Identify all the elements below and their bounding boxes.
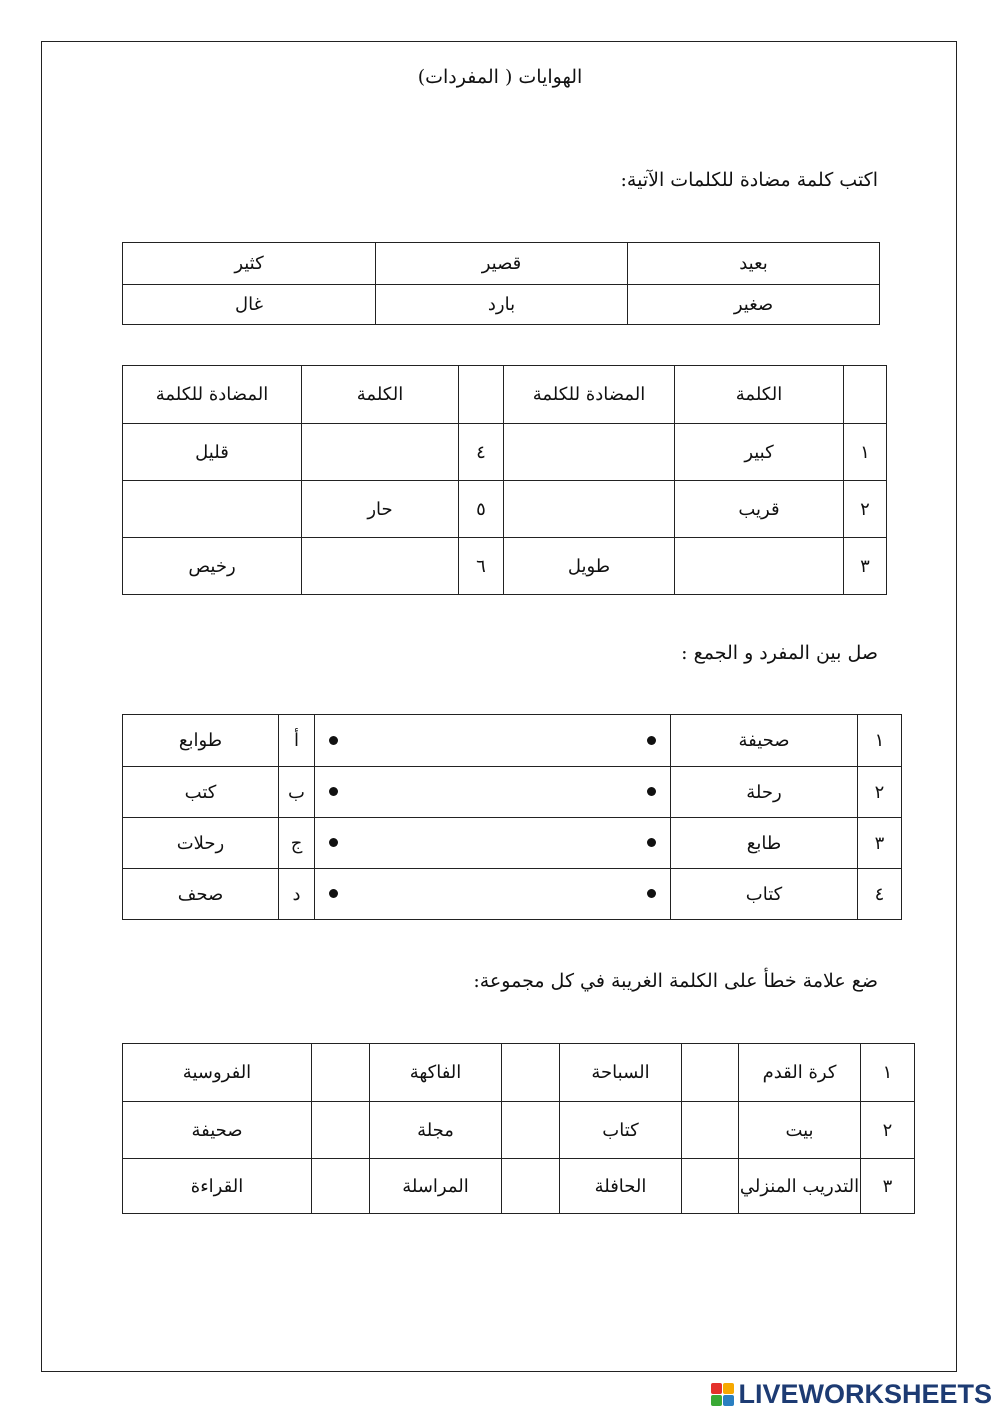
singular-word: رحلة <box>671 767 858 818</box>
word-bank-table <box>122 242 880 325</box>
option-letter: ج <box>279 818 315 869</box>
antonym-answer-cell[interactable]: رخيص <box>123 538 302 595</box>
group-word: الحافلة <box>560 1159 682 1214</box>
antonym-answer-cell[interactable] <box>504 481 675 538</box>
plural-word: طوابع <box>123 715 279 767</box>
antonym-answer-cell[interactable] <box>123 481 302 538</box>
row-number: ٤ <box>858 869 902 920</box>
brand-name: LIVEWORKSHEETS <box>738 1378 992 1409</box>
word-cell[interactable] <box>675 538 844 595</box>
connect-dot-right[interactable] <box>647 838 656 847</box>
option-letter: أ <box>279 715 315 767</box>
connect-dot-right[interactable] <box>647 736 656 745</box>
logo-mark-icon <box>711 1383 734 1406</box>
row-number: ١ <box>858 715 902 767</box>
connect-dot-right[interactable] <box>647 787 656 796</box>
header-cell-empty <box>459 366 504 424</box>
connect-dot-right[interactable] <box>647 889 656 898</box>
row-number: ٦ <box>459 538 504 595</box>
header-cell-empty <box>844 366 887 424</box>
word-bank-cell: غال <box>123 285 376 325</box>
word-cell[interactable]: قريب <box>675 481 844 538</box>
plural-word: كتب <box>123 767 279 818</box>
header-antonym: المضادة للكلمة <box>123 366 302 424</box>
connect-dot-left[interactable] <box>329 736 338 745</box>
antonym-answer-cell[interactable]: طويل <box>504 538 675 595</box>
connect-dot-left[interactable] <box>329 787 338 796</box>
mark-checkbox-cell[interactable] <box>502 1044 560 1102</box>
word-cell[interactable]: حار <box>302 481 459 538</box>
antonym-answer-cell[interactable] <box>504 424 675 481</box>
row-number: ١ <box>844 424 887 481</box>
group-word: مجلة <box>370 1102 502 1159</box>
odd-word-table <box>122 1043 915 1214</box>
row-number: ٣ <box>844 538 887 595</box>
word-cell[interactable]: كبير <box>675 424 844 481</box>
mark-checkbox-cell[interactable] <box>682 1102 739 1159</box>
option-letter: ب <box>279 767 315 818</box>
option-letter: د <box>279 869 315 920</box>
group-word: كتاب <box>560 1102 682 1159</box>
antonyms-table <box>122 365 887 595</box>
connect-area <box>315 869 671 920</box>
singular-word: كتاب <box>671 869 858 920</box>
header-antonym: المضادة للكلمة <box>504 366 675 424</box>
plural-word: صحف <box>123 869 279 920</box>
antonym-answer-cell[interactable]: قليل <box>123 424 302 481</box>
row-number: ٢ <box>858 767 902 818</box>
mark-checkbox-cell[interactable] <box>682 1044 739 1102</box>
header-word: الكلمة <box>302 366 459 424</box>
section3-instruction: ضع علامة خطأ على الكلمة الغريبة في كل مجموعة: <box>473 970 878 992</box>
word-cell[interactable] <box>302 424 459 481</box>
mark-checkbox-cell[interactable] <box>312 1102 370 1159</box>
connect-dot-left[interactable] <box>329 889 338 898</box>
section1-instruction: اكتب كلمة مضادة للكلمات الآتية: <box>620 169 878 191</box>
group-word: كرة القدم <box>739 1044 861 1102</box>
mark-checkbox-cell[interactable] <box>682 1159 739 1214</box>
group-word: السباحة <box>560 1044 682 1102</box>
section2-instruction: صل بين المفرد و الجمع : <box>681 642 878 664</box>
group-word: الفروسية <box>123 1044 312 1102</box>
group-word: الفاكهة <box>370 1044 502 1102</box>
row-number: ١ <box>861 1044 915 1102</box>
row-number: ٢ <box>844 481 887 538</box>
group-word: التدريب المنزلي <box>739 1159 861 1214</box>
mark-checkbox-cell[interactable] <box>502 1159 560 1214</box>
connect-dot-left[interactable] <box>329 838 338 847</box>
singular-word: طابع <box>671 818 858 869</box>
word-bank-cell: بارد <box>376 285 628 325</box>
liveworksheets-logo <box>711 1378 992 1410</box>
group-word: صحيفة <box>123 1102 312 1159</box>
group-word: بيت <box>739 1102 861 1159</box>
mark-checkbox-cell[interactable] <box>312 1044 370 1102</box>
word-bank-cell: كثير <box>123 243 376 285</box>
row-number: ٣ <box>861 1159 915 1214</box>
matching-table <box>122 714 902 920</box>
plural-word: رحلات <box>123 818 279 869</box>
header-word: الكلمة <box>675 366 844 424</box>
page-title: الهوايات ( المفردات) <box>417 66 583 88</box>
row-number: ٢ <box>861 1102 915 1159</box>
connect-area <box>315 767 671 818</box>
singular-word: صحيفة <box>671 715 858 767</box>
row-number: ٤ <box>459 424 504 481</box>
word-cell[interactable] <box>302 538 459 595</box>
row-number: ٥ <box>459 481 504 538</box>
connect-area <box>315 715 671 767</box>
group-word: القراءة <box>123 1159 312 1214</box>
connect-area <box>315 818 671 869</box>
word-bank-cell: صغير <box>628 285 880 325</box>
group-word: المراسلة <box>370 1159 502 1214</box>
row-number: ٣ <box>858 818 902 869</box>
mark-checkbox-cell[interactable] <box>312 1159 370 1214</box>
word-bank-cell: قصير <box>376 243 628 285</box>
mark-checkbox-cell[interactable] <box>502 1102 560 1159</box>
word-bank-cell: بعيد <box>628 243 880 285</box>
